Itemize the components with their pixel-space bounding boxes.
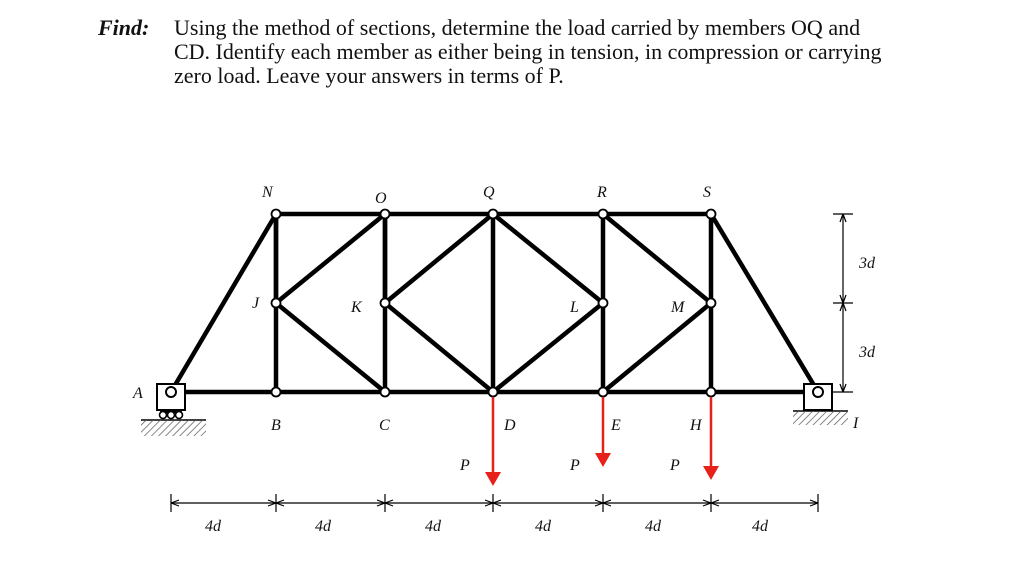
joint-R	[599, 210, 608, 219]
member-AN	[171, 214, 276, 392]
label-M: M	[671, 299, 685, 316]
find-label: Find:	[98, 15, 150, 40]
label-C: C	[379, 417, 390, 434]
joint-L	[599, 299, 608, 308]
loads	[459, 397, 719, 486]
problem-line-2: CD. Identify each member as either being in tension, in compression or carrying	[174, 39, 882, 64]
member-QM	[603, 214, 711, 303]
dim-h-4: 4d	[535, 518, 551, 535]
label-H: H	[690, 417, 702, 434]
member-KQ	[385, 214, 493, 303]
member-KD	[385, 303, 493, 392]
load-label-D: P	[460, 457, 470, 474]
member-JO	[276, 214, 385, 303]
truss-members	[171, 214, 818, 392]
label-J: J	[252, 295, 260, 312]
member-SI	[711, 214, 818, 392]
load-label-E: P	[570, 457, 580, 474]
dim-h-6: 4d	[752, 518, 768, 535]
label-N: N	[262, 184, 273, 201]
dim-h-3: 4d	[425, 518, 441, 535]
joint-M	[707, 299, 716, 308]
joint-J	[272, 299, 281, 308]
label-K: K	[351, 299, 362, 316]
joint-Q	[489, 210, 498, 219]
load-label-H: P	[670, 457, 680, 474]
dim-v-2: 3d	[859, 344, 875, 361]
joint-K	[381, 299, 390, 308]
label-A: A	[133, 385, 143, 402]
member-JC	[276, 303, 385, 392]
dim-v-1: 3d	[859, 255, 875, 272]
vertical-dimension	[833, 214, 853, 392]
dim-h-1: 4d	[205, 518, 221, 535]
joint-H	[707, 388, 716, 397]
problem-line-3: zero load. Leave your answers in terms of P.	[174, 63, 564, 88]
joint-S	[707, 210, 716, 219]
label-O: O	[375, 190, 387, 207]
joint-D	[489, 388, 498, 397]
joint-B	[272, 388, 281, 397]
problem-line-1: Using the method of sections, determine the load carried by members OQ and	[174, 15, 861, 40]
member-DL	[493, 303, 603, 392]
label-S: S	[703, 184, 711, 201]
dim-h-2: 4d	[315, 518, 331, 535]
label-R: R	[597, 184, 607, 201]
joint-C	[381, 388, 390, 397]
joint-N	[272, 210, 281, 219]
label-Q: Q	[483, 184, 495, 201]
dim-h-5: 4d	[645, 518, 661, 535]
label-B: B	[271, 417, 281, 434]
member-EM	[603, 303, 711, 392]
label-D: D	[504, 417, 516, 434]
label-E: E	[611, 417, 621, 434]
member-QL	[493, 214, 603, 303]
label-L: L	[570, 299, 579, 316]
label-I: I	[853, 415, 859, 432]
joint-O	[381, 210, 390, 219]
joint-E	[599, 388, 608, 397]
horizontal-dimension	[171, 494, 818, 512]
